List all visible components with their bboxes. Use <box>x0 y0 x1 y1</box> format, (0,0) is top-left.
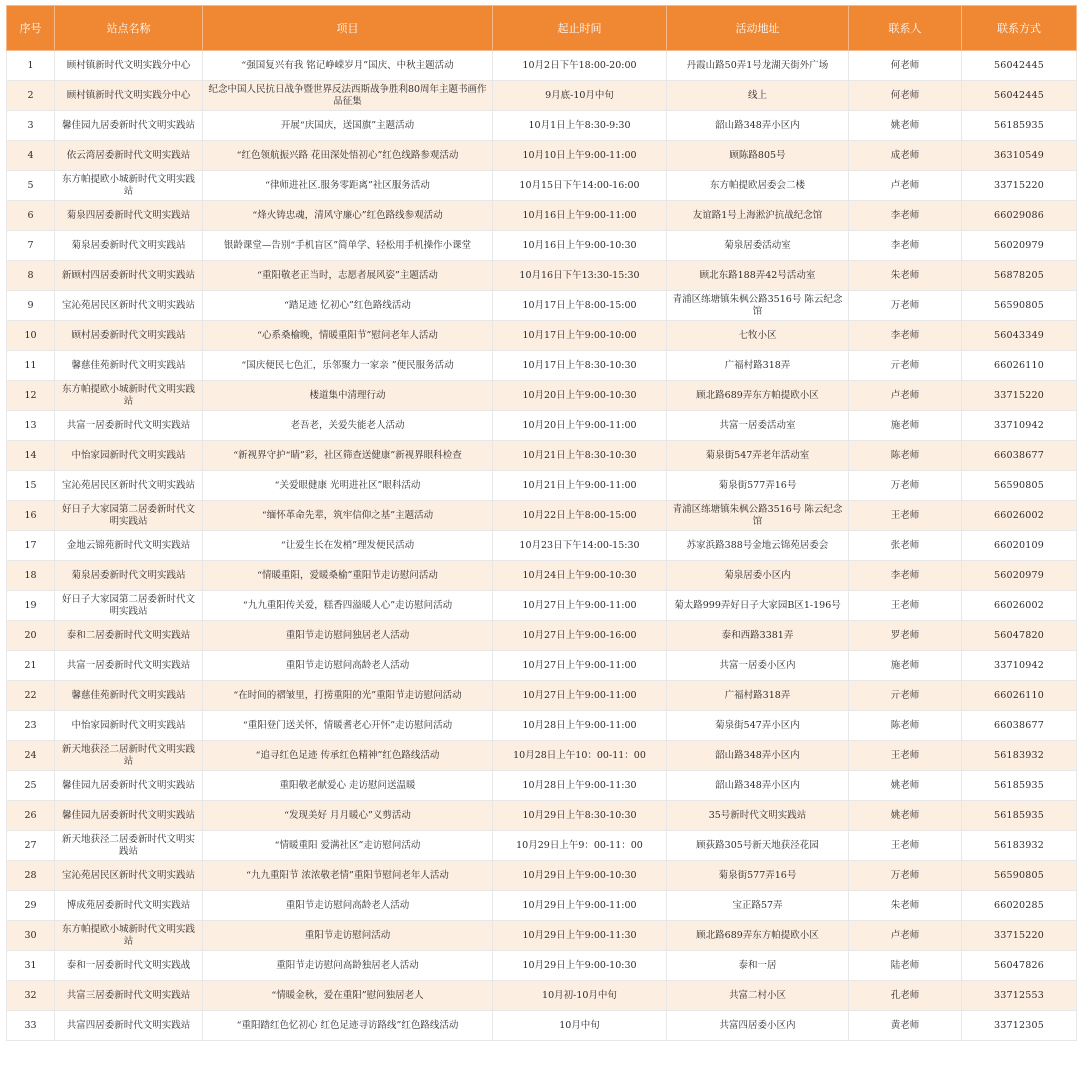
table-row <box>7 291 1077 321</box>
cell-phone: 66026110 <box>962 681 1077 711</box>
cell-time: 10月29日上午9：00-11：00 <box>493 831 667 861</box>
cell-contact: 黄老师 <box>849 1011 962 1041</box>
cell-phone: 33715220 <box>962 381 1077 411</box>
cell-no: 15 <box>7 471 55 501</box>
cell-address: 顾荻路305号新天地获泾花园 <box>667 831 849 861</box>
cell-address: 宝正路57弄 <box>667 891 849 921</box>
cell-address: 菊泉居委小区内 <box>667 561 849 591</box>
cell-phone: 56185935 <box>962 111 1077 141</box>
cell-site: 中怡家园新时代文明实践站 <box>55 711 203 741</box>
table-row <box>7 921 1077 951</box>
cell-time: 10月29日上午9:00-11:30 <box>493 921 667 951</box>
cell-phone: 33715220 <box>962 171 1077 201</box>
table-row <box>7 501 1077 531</box>
cell-contact: 李老师 <box>849 201 962 231</box>
cell-no: 9 <box>7 291 55 321</box>
cell-site: 新天地获泾二居新时代文明实践站 <box>55 741 203 771</box>
cell-no: 8 <box>7 261 55 291</box>
cell-phone: 56185935 <box>962 801 1077 831</box>
cell-time: 10月27日上午9:00-11:00 <box>493 681 667 711</box>
cell-no: 19 <box>7 591 55 621</box>
cell-project: “国庆便民七色汇，乐邻聚力一家亲 ”便民服务活动 <box>203 351 493 381</box>
cell-time: 10月中旬 <box>493 1011 667 1041</box>
table-row <box>7 561 1077 591</box>
cell-no: 21 <box>7 651 55 681</box>
header-site: 站点名称 <box>55 6 203 51</box>
cell-phone: 56047820 <box>962 621 1077 651</box>
cell-project: “律师进社区.服务零距离”社区服务活动 <box>203 171 493 201</box>
cell-contact: 姚老师 <box>849 801 962 831</box>
cell-contact: 朱老师 <box>849 261 962 291</box>
cell-project: 重阳敬老献爱心 走访慰问送温暖 <box>203 771 493 801</box>
cell-time: 10月2日下午18:00-20:00 <box>493 51 667 81</box>
table-row <box>7 861 1077 891</box>
table-row <box>7 621 1077 651</box>
cell-contact: 朱老师 <box>849 891 962 921</box>
table-row <box>7 381 1077 411</box>
cell-project: “九九重阳节 浓浓敬老情”重阳节慰问老年人活动 <box>203 861 493 891</box>
cell-no: 7 <box>7 231 55 261</box>
cell-address: 七牧小区 <box>667 321 849 351</box>
header-time: 起止时间 <box>493 6 667 51</box>
table-row <box>7 261 1077 291</box>
activity-table <box>6 5 1077 1041</box>
cell-site: 共富一居委新时代文明实践站 <box>55 411 203 441</box>
cell-contact: 万老师 <box>849 291 962 321</box>
header-phone: 联系方式 <box>962 6 1077 51</box>
cell-project: 楼道集中清理行动 <box>203 381 493 411</box>
cell-no: 10 <box>7 321 55 351</box>
cell-no: 6 <box>7 201 55 231</box>
table-row <box>7 141 1077 171</box>
cell-site: 金地云锦苑新时代文明实践站 <box>55 531 203 561</box>
cell-phone: 66038677 <box>962 441 1077 471</box>
cell-project: 重阳节走访慰问高龄独居老人活动 <box>203 951 493 981</box>
cell-time: 10月27日上午9:00-11:00 <box>493 651 667 681</box>
cell-time: 10月29日上午8:30-10:30 <box>493 801 667 831</box>
cell-no: 30 <box>7 921 55 951</box>
table-row <box>7 801 1077 831</box>
cell-project: “重阳登门送关怀，情暖耆老心开怀”走访慰问活动 <box>203 711 493 741</box>
cell-project: “心系桑榆晚，情暖重阳节”慰问老年人活动 <box>203 321 493 351</box>
cell-site: 中怡家园新时代文明实践站 <box>55 441 203 471</box>
cell-contact: 李老师 <box>849 561 962 591</box>
cell-site: 东方帕提欧小城新时代文明实践站 <box>55 381 203 411</box>
cell-no: 22 <box>7 681 55 711</box>
cell-site: 菊泉居委新时代文明实践站 <box>55 561 203 591</box>
cell-time: 10月29日上午9:00-10:30 <box>493 861 667 891</box>
cell-time: 10月1日上午8:30-9:30 <box>493 111 667 141</box>
cell-site: 共富三居委新时代文明实践站 <box>55 981 203 1011</box>
cell-phone: 36310549 <box>962 141 1077 171</box>
cell-phone: 33712553 <box>962 981 1077 1011</box>
cell-phone: 33715220 <box>962 921 1077 951</box>
cell-contact: 万老师 <box>849 471 962 501</box>
cell-contact: 何老师 <box>849 51 962 81</box>
cell-no: 18 <box>7 561 55 591</box>
cell-address: 泰和一居 <box>667 951 849 981</box>
cell-phone: 66020109 <box>962 531 1077 561</box>
cell-no: 26 <box>7 801 55 831</box>
cell-contact: 李老师 <box>849 231 962 261</box>
cell-project: 纪念中国人民抗日战争暨世界反法西斯战争胜利80周年主题书画作品征集 <box>203 81 493 111</box>
cell-time: 10月10日上午9:00-11:00 <box>493 141 667 171</box>
cell-phone: 33712305 <box>962 1011 1077 1041</box>
cell-project: “新视界守护“睛”彩，社区筛查送健康”新视界眼科检查 <box>203 441 493 471</box>
table-row <box>7 891 1077 921</box>
cell-phone: 56878205 <box>962 261 1077 291</box>
table-row <box>7 351 1077 381</box>
cell-phone: 66026002 <box>962 591 1077 621</box>
cell-site: 菊泉居委新时代文明实践站 <box>55 231 203 261</box>
cell-address: 广福村路318弄 <box>667 351 849 381</box>
cell-project: 重阳节走访慰问独居老人活动 <box>203 621 493 651</box>
cell-time: 10月29日上午9:00-11:00 <box>493 891 667 921</box>
cell-no: 27 <box>7 831 55 861</box>
cell-address: 35号新时代文明实践站 <box>667 801 849 831</box>
cell-project: “情暖金秋，爱在重阳”慰问独居老人 <box>203 981 493 1011</box>
cell-project: “九九重阳传关爱，糕香四溢暖人心”走访慰问活动 <box>203 591 493 621</box>
cell-site: 馨佳园九居委新时代文明实践站 <box>55 111 203 141</box>
cell-address: 菊泉街577弄16号 <box>667 471 849 501</box>
cell-time: 10月16日下午13:30-15:30 <box>493 261 667 291</box>
cell-no: 24 <box>7 741 55 771</box>
cell-project: 重阳节走访慰问高龄老人活动 <box>203 651 493 681</box>
cell-phone: 56183932 <box>962 831 1077 861</box>
cell-no: 2 <box>7 81 55 111</box>
table-row <box>7 741 1077 771</box>
cell-site: 博成苑居委新时代文明实践站 <box>55 891 203 921</box>
cell-address: 共富四居委小区内 <box>667 1011 849 1041</box>
cell-contact: 亓老师 <box>849 681 962 711</box>
cell-address: 菊泉街577弄16号 <box>667 861 849 891</box>
cell-address: 韶山路348弄小区内 <box>667 111 849 141</box>
cell-address: 青浦区练塘镇朱枫公路3516号 陈云纪念馆 <box>667 291 849 321</box>
cell-no: 4 <box>7 141 55 171</box>
table-row <box>7 681 1077 711</box>
cell-no: 13 <box>7 411 55 441</box>
cell-project: “关爱眼健康 光明进社区”眼科活动 <box>203 471 493 501</box>
cell-contact: 成老师 <box>849 141 962 171</box>
cell-site: 共富一居委新时代文明实践站 <box>55 651 203 681</box>
table-body <box>7 51 1077 1041</box>
table-row <box>7 471 1077 501</box>
cell-address: 共富一居委活动室 <box>667 411 849 441</box>
cell-contact: 卢老师 <box>849 171 962 201</box>
table-row <box>7 531 1077 561</box>
cell-project: 银龄课堂—告别“手机盲区”简单学、轻松用手机操作小课堂 <box>203 231 493 261</box>
cell-address: 韶山路348弄小区内 <box>667 741 849 771</box>
cell-time: 10月23日下午14:00-15:30 <box>493 531 667 561</box>
cell-address: 青浦区练塘镇朱枫公路3516号 陈云纪念馆 <box>667 501 849 531</box>
cell-no: 25 <box>7 771 55 801</box>
cell-time: 10月28日上午10：00-11：00 <box>493 741 667 771</box>
cell-no: 32 <box>7 981 55 1011</box>
cell-no: 29 <box>7 891 55 921</box>
table-row <box>7 831 1077 861</box>
cell-no: 28 <box>7 861 55 891</box>
cell-address: 广福村路318弄 <box>667 681 849 711</box>
cell-address: 苏家浜路388号金地云锦苑居委会 <box>667 531 849 561</box>
cell-time: 10月27日上午9:00-11:00 <box>493 591 667 621</box>
activity-table-container <box>6 5 1076 1041</box>
cell-no: 12 <box>7 381 55 411</box>
cell-time: 10月初-10月中旬 <box>493 981 667 1011</box>
table-row <box>7 441 1077 471</box>
cell-contact: 王老师 <box>849 501 962 531</box>
cell-time: 10月24日上午9:00-10:30 <box>493 561 667 591</box>
cell-contact: 王老师 <box>849 741 962 771</box>
table-row <box>7 81 1077 111</box>
cell-site: 菊泉四居委新时代文明实践站 <box>55 201 203 231</box>
cell-address: 线上 <box>667 81 849 111</box>
table-row <box>7 951 1077 981</box>
cell-site: 馨佳园九居委新时代文明实践站 <box>55 771 203 801</box>
table-row <box>7 651 1077 681</box>
cell-contact: 施老师 <box>849 651 962 681</box>
cell-phone: 56042445 <box>962 51 1077 81</box>
cell-contact: 施老师 <box>849 411 962 441</box>
cell-site: 馨佳园九居委新时代文明实践站 <box>55 801 203 831</box>
cell-no: 16 <box>7 501 55 531</box>
cell-phone: 33710942 <box>962 411 1077 441</box>
cell-time: 10月28日上午9:00-11:30 <box>493 771 667 801</box>
cell-project: “发现美好 月月暖心”义剪活动 <box>203 801 493 831</box>
header-no: 序号 <box>7 6 55 51</box>
cell-time: 10月16日上午9:00-10:30 <box>493 231 667 261</box>
cell-site: 宝沁苑居民区新时代文明实践站 <box>55 861 203 891</box>
cell-no: 11 <box>7 351 55 381</box>
cell-no: 17 <box>7 531 55 561</box>
cell-site: 顾村居委新时代文明实践站 <box>55 321 203 351</box>
cell-project: 开展“庆国庆，送国旗”主题活动 <box>203 111 493 141</box>
cell-time: 10月21日上午8:30-10:30 <box>493 441 667 471</box>
cell-site: 东方帕提欧小城新时代文明实践站 <box>55 921 203 951</box>
cell-contact: 陆老师 <box>849 951 962 981</box>
cell-contact: 何老师 <box>849 81 962 111</box>
cell-address: 共富二村小区 <box>667 981 849 1011</box>
table-row <box>7 111 1077 141</box>
table-row <box>7 771 1077 801</box>
header-address: 活动地址 <box>667 6 849 51</box>
cell-site: 泰和一居委新时代文明实践战 <box>55 951 203 981</box>
cell-site: 馨慈佳苑新时代文明实践站 <box>55 351 203 381</box>
header-project: 项目 <box>203 6 493 51</box>
cell-address: 菊泉街547弄老年活动室 <box>667 441 849 471</box>
cell-no: 5 <box>7 171 55 201</box>
cell-project: “重阳踏红色忆初心 红色足迹寻访路线”红色路线活动 <box>203 1011 493 1041</box>
table-row <box>7 981 1077 1011</box>
cell-contact: 卢老师 <box>849 921 962 951</box>
cell-time: 10月16日上午9:00-11:00 <box>493 201 667 231</box>
cell-site: 泰和二居委新时代文明实践站 <box>55 621 203 651</box>
cell-time: 10月17日上午8:30-10:30 <box>493 351 667 381</box>
cell-phone: 56020979 <box>962 561 1077 591</box>
cell-phone: 66020285 <box>962 891 1077 921</box>
cell-site: 顾村镇新时代文明实践分中心 <box>55 81 203 111</box>
cell-time: 10月20日上午9:00-11:00 <box>493 411 667 441</box>
cell-contact: 陈老师 <box>849 441 962 471</box>
cell-site: 新顾村四居委新时代文明实践站 <box>55 261 203 291</box>
cell-time: 10月17日上午9:00-10:00 <box>493 321 667 351</box>
cell-no: 33 <box>7 1011 55 1041</box>
cell-phone: 56590805 <box>962 861 1077 891</box>
cell-time: 10月27日上午9:00-16:00 <box>493 621 667 651</box>
cell-address: 共富一居委小区内 <box>667 651 849 681</box>
cell-no: 1 <box>7 51 55 81</box>
cell-site: 宝沁苑居民区新时代文明实践站 <box>55 471 203 501</box>
cell-address: 菊泉街547弄小区内 <box>667 711 849 741</box>
cell-site: 新天地获泾二居委新时代文明实践站 <box>55 831 203 861</box>
table-row <box>7 231 1077 261</box>
cell-project: “情暖重阳 爱满社区”走访慰问活动 <box>203 831 493 861</box>
table-row <box>7 711 1077 741</box>
cell-contact: 卢老师 <box>849 381 962 411</box>
cell-project: “重阳敬老正当时，志愿者展风姿”主题活动 <box>203 261 493 291</box>
cell-address: 丹霞山路50弄1号龙湖天街外广场 <box>667 51 849 81</box>
cell-phone: 56047826 <box>962 951 1077 981</box>
cell-no: 31 <box>7 951 55 981</box>
table-row <box>7 201 1077 231</box>
cell-phone: 66029086 <box>962 201 1077 231</box>
cell-phone: 66026110 <box>962 351 1077 381</box>
cell-address: 菊太路999弄好日子大家园B区1-196号 <box>667 591 849 621</box>
cell-address: 泰和西路3381弄 <box>667 621 849 651</box>
cell-contact: 亓老师 <box>849 351 962 381</box>
cell-phone: 56183932 <box>962 741 1077 771</box>
cell-contact: 孔老师 <box>849 981 962 1011</box>
cell-phone: 56590805 <box>962 291 1077 321</box>
cell-project: “踏足迹 忆初心”红色路线活动 <box>203 291 493 321</box>
cell-phone: 56042445 <box>962 81 1077 111</box>
table-row <box>7 591 1077 621</box>
cell-phone: 66026002 <box>962 501 1077 531</box>
cell-contact: 陈老师 <box>849 711 962 741</box>
cell-time: 10月15日下午14:00-16:00 <box>493 171 667 201</box>
cell-time: 10月21日上午9:00-11:00 <box>493 471 667 501</box>
table-row <box>7 171 1077 201</box>
cell-address: 菊泉居委活动室 <box>667 231 849 261</box>
cell-address: 顾北路689弄东方帕提欧小区 <box>667 381 849 411</box>
cell-no: 23 <box>7 711 55 741</box>
cell-site: 依云湾居委新时代文明实践站 <box>55 141 203 171</box>
cell-contact: 姚老师 <box>849 111 962 141</box>
cell-contact: 王老师 <box>849 591 962 621</box>
cell-no: 3 <box>7 111 55 141</box>
cell-time: 10月17日上午8:00-15:00 <box>493 291 667 321</box>
cell-site: 好日子大家园第二居委新时代文明实践站 <box>55 591 203 621</box>
cell-contact: 李老师 <box>849 321 962 351</box>
cell-site: 好日子大家园第二居委新时代文明实践站 <box>55 501 203 531</box>
cell-project: “缅怀革命先辈，筑牢信仰之基”主题活动 <box>203 501 493 531</box>
cell-project: “在时间的褶皱里，打捞重阳的光”重阳节走访慰问活动 <box>203 681 493 711</box>
cell-address: 友谊路1号上海淞沪抗战纪念馆 <box>667 201 849 231</box>
cell-time: 9月底-10月中旬 <box>493 81 667 111</box>
cell-phone: 56590805 <box>962 471 1077 501</box>
cell-project: 重阳节走访慰问活动 <box>203 921 493 951</box>
cell-time: 10月22日上午8:00-15:00 <box>493 501 667 531</box>
header-contact: 联系人 <box>849 6 962 51</box>
cell-phone: 56020979 <box>962 231 1077 261</box>
cell-contact: 万老师 <box>849 861 962 891</box>
cell-address: 东方帕提欧居委会二楼 <box>667 171 849 201</box>
cell-contact: 张老师 <box>849 531 962 561</box>
cell-site: 共富四居委新时代文明实践站 <box>55 1011 203 1041</box>
cell-no: 14 <box>7 441 55 471</box>
cell-site: 顾村镇新时代文明实践分中心 <box>55 51 203 81</box>
cell-contact: 罗老师 <box>849 621 962 651</box>
cell-no: 20 <box>7 621 55 651</box>
cell-project: “情暖重阳，爱暖桑榆”重阳节走访慰问活动 <box>203 561 493 591</box>
cell-project: “让爱生长在发梢”理发便民活动 <box>203 531 493 561</box>
cell-time: 10月20日上午9:00-10:30 <box>493 381 667 411</box>
cell-project: “烽火铸忠魂，清风守廉心”红色路线参观活动 <box>203 201 493 231</box>
cell-time: 10月28日上午9:00-11:00 <box>493 711 667 741</box>
cell-address: 顾北路689弄东方帕提欧小区 <box>667 921 849 951</box>
cell-project: 老吾老，关爱失能老人活动 <box>203 411 493 441</box>
table-row <box>7 321 1077 351</box>
table-row <box>7 1011 1077 1041</box>
cell-address: 顾陈路805号 <box>667 141 849 171</box>
cell-time: 10月29日上午9:00-10:30 <box>493 951 667 981</box>
cell-phone: 56043349 <box>962 321 1077 351</box>
cell-site: 东方帕提欧小城新时代文明实践站 <box>55 171 203 201</box>
cell-contact: 姚老师 <box>849 771 962 801</box>
table-row <box>7 411 1077 441</box>
cell-project: “红色领航振兴路 花田深处悟初心”红色线路参观活动 <box>203 141 493 171</box>
cell-contact: 王老师 <box>849 831 962 861</box>
header-row <box>7 6 1077 51</box>
cell-site: 馨慈佳苑新时代文明实践站 <box>55 681 203 711</box>
cell-phone: 33710942 <box>962 651 1077 681</box>
cell-address: 韶山路348弄小区内 <box>667 771 849 801</box>
cell-address: 顾北东路188弄42号活动室 <box>667 261 849 291</box>
cell-site: 宝沁苑居民区新时代文明实践站 <box>55 291 203 321</box>
table-row <box>7 51 1077 81</box>
cell-project: “追寻红色足迹 传承红色精神”红色路线活动 <box>203 741 493 771</box>
cell-phone: 66038677 <box>962 711 1077 741</box>
cell-project: “强国复兴有我 铭记峥嵘岁月”国庆、中秋主题活动 <box>203 51 493 81</box>
cell-phone: 56185935 <box>962 771 1077 801</box>
cell-project: 重阳节走访慰问高龄老人活动 <box>203 891 493 921</box>
